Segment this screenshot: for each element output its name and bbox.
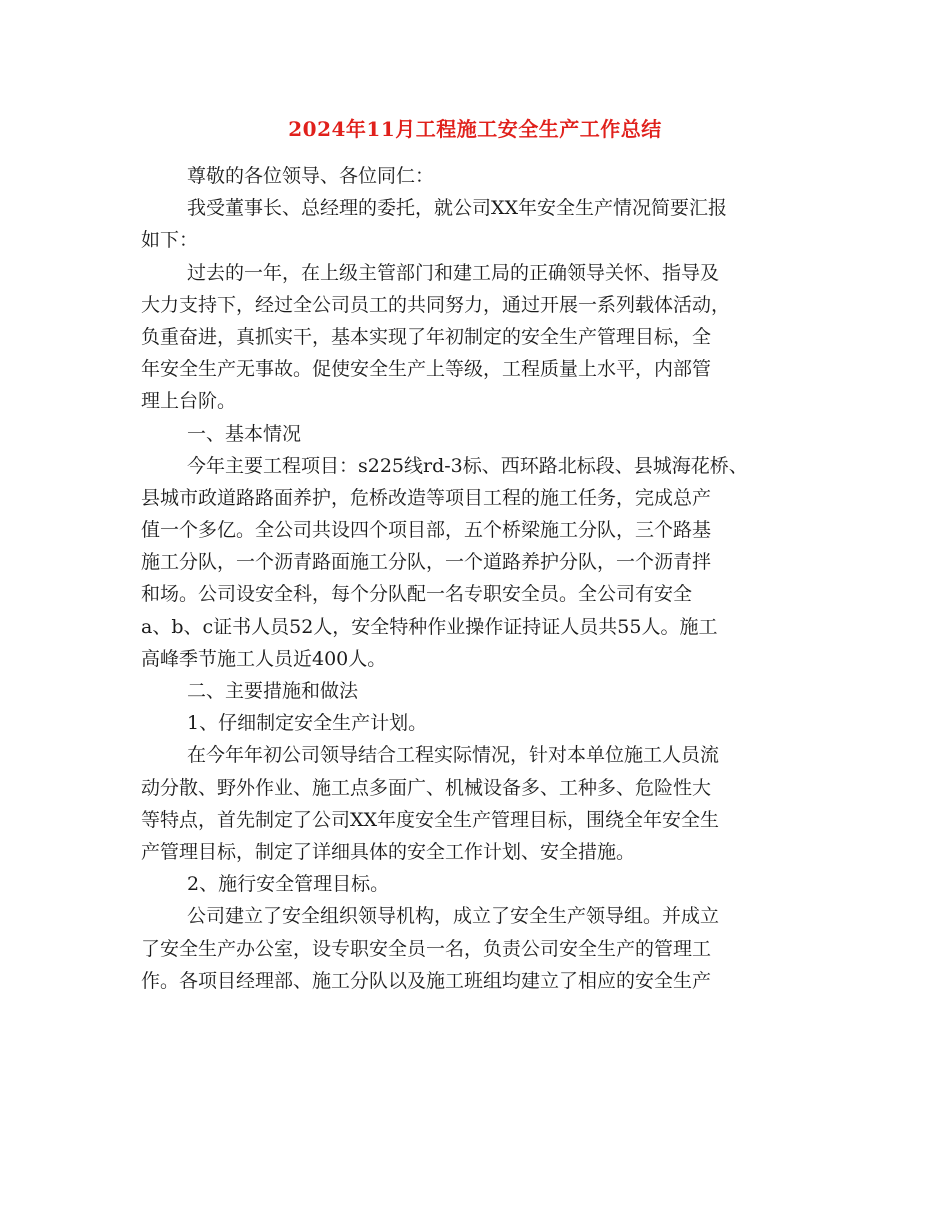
text-line: 了安全生产办公室，设专职安全员一名，负责公司安全生产的管理工 xyxy=(141,937,712,960)
text-line: 动分散、野外作业、施工点多面广、机械设备多、工种多、危险性大 xyxy=(141,776,712,799)
text-line: 负重奋进，真抓实干，基本实现了年初制定的安全生产管理目标，全 xyxy=(141,325,712,348)
text-line: a、b、c证书人员52人，安全特种作业操作证持证人员共55人。施工 xyxy=(141,615,718,638)
text-line: 县城市政道路路面养护，危桥改造等项目工程的施工任务，完成总产 xyxy=(141,486,712,509)
text-line: 如下： xyxy=(141,229,199,252)
text-line: 高峰季节施工人员近400人。 xyxy=(141,647,387,670)
text-line: 我受董事长、总经理的委托，就公司XX年安全生产情况简要汇报 xyxy=(187,197,728,220)
text-line: 等特点，首先制定了公司XX年度安全生产管理目标，围绕全年安全生 xyxy=(141,808,720,831)
text-line: 作。各项目经理部、施工分队以及施工班组均建立了相应的安全生产 xyxy=(141,969,712,992)
text-line: 大力支持下，经过全公司员工的共同努力，通过开展一系列载体活动， xyxy=(141,293,731,316)
text-line: 二、主要措施和做法 xyxy=(187,680,359,702)
text-line: 理上台阶。 xyxy=(141,390,237,413)
text-line: 2、施行安全管理目标。 xyxy=(187,873,390,896)
text-line: 施工分队，一个沥青路面施工分队，一个道路养护分队，一个沥青拌 xyxy=(141,551,712,574)
text-line: 年安全生产无事故。促使安全生产上等级，工程质量上水平，内部管 xyxy=(141,358,712,381)
document-body xyxy=(141,160,831,997)
text-line: 在今年年初公司领导结合工程实际情况，针对本单位施工人员流 xyxy=(187,744,720,767)
text-line: 产管理目标，制定了详细具体的安全工作计划、安全措施。 xyxy=(141,840,636,863)
text-line: 过去的一年，在上级主管部门和建工局的正确领导关怀、指导及 xyxy=(187,261,720,284)
text-line: 1、仔细制定安全生产计划。 xyxy=(187,712,428,735)
text-line: 值一个多亿。全公司共设四个项目部，五个桥梁施工分队，三个路基 xyxy=(141,519,712,542)
text-line: 和场。公司设安全科，每个分队配一名专职安全员。全公司有安全 xyxy=(141,583,693,606)
text-line: 公司建立了安全组织领导机构，成立了安全生产领导组。并成立 xyxy=(187,905,720,928)
document-title: 2024年11月工程施工安全生产工作总结 xyxy=(288,117,662,141)
text-line: 尊敬的各位领导、各位同仁： xyxy=(187,165,435,187)
text-line: 一、基本情况 xyxy=(187,422,302,445)
text-line: 今年主要工程项目：s225线rd-3标、西环路北标段、县城海花桥、 xyxy=(187,454,748,477)
